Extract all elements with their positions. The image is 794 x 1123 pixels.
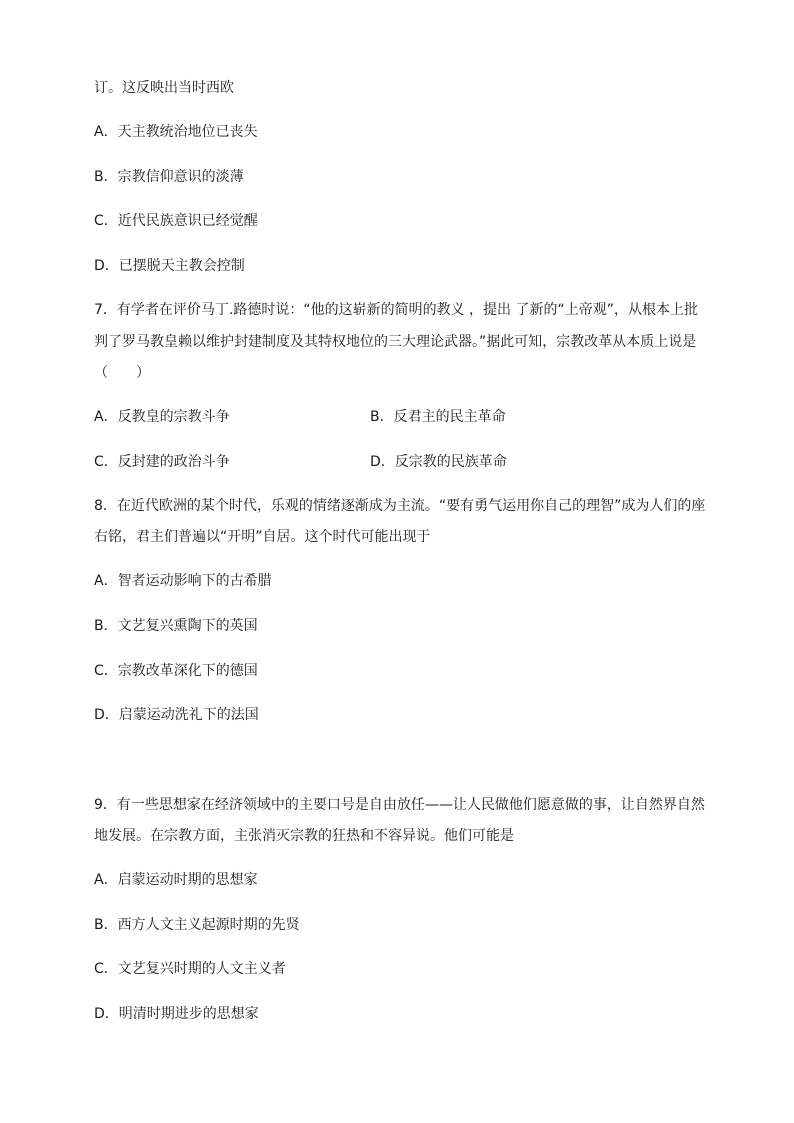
q8-option-b: B．文艺复兴熏陶下的英国 <box>94 618 258 634</box>
q7-stem-line1: 7．有学者在评价马丁.路德时说：“他的这崭新的简明的教义 ，提出 了新的“上帝观”，从根本上批 <box>94 302 699 318</box>
q6-option-d: D．已摆脱天主教会控制 <box>94 258 245 274</box>
q7-option-a: A．反教皇的宗教斗争 <box>94 409 230 425</box>
q7-option-c: C．反封建的政治斗争 <box>94 454 230 470</box>
q6-stem-tail: 订。这反映出当时西欧 <box>94 80 234 96</box>
q7-option-b: B．反君主的民主革命 <box>370 409 506 425</box>
q6-option-a: A．天主教统治地位已丧失 <box>94 124 258 140</box>
q6-option-c: C．近代民族意识已经觉醒 <box>94 213 258 229</box>
q9-option-d: D．明清时期进步的思想家 <box>94 1006 259 1022</box>
q8-option-a: A．智者运动影响下的古希腊 <box>94 573 272 589</box>
q6-option-b: B．宗教信仰意识的淡薄 <box>94 169 244 185</box>
q8-stem-line1: 8．在近代欧洲的某个时代，乐观的情绪逐渐成为主流。“要有勇气运用你自己的理智”成为人们的座 <box>94 498 706 514</box>
q9-option-c: C．文艺复兴时期的人文主义者 <box>94 961 286 977</box>
q8-option-c: C．宗教改革深化下的德国 <box>94 663 258 679</box>
q9-option-a: A．启蒙运动时期的思想家 <box>94 872 258 888</box>
q7-stem-line2: 判了罗马教皇赖以维护封建制度及其特权地位的三大理论武器。”据此可知，宗教改革从本质上说是 <box>94 334 697 350</box>
q9-option-b: B．西方人文主义起源时期的先贤 <box>94 917 300 933</box>
q8-option-d: D．启蒙运动洗礼下的法国 <box>94 707 259 723</box>
q7-option-d: D．反宗教的民族革命 <box>370 454 507 470</box>
q7-stem-line3: （ ） <box>94 365 150 381</box>
q9-stem-line2: 地发展。在宗教方面，主张消灭宗教的狂热和不容异说。他们可能是 <box>94 828 514 844</box>
q8-stem-line2: 右铭，君主们普遍以“开明”自居。这个时代可能出现于 <box>94 529 431 545</box>
q9-stem-line1: 9．有一些思想家在经济领域中的主要口号是自由放任——让人民做他们愿意做的事，让自然界自然 <box>94 797 705 813</box>
